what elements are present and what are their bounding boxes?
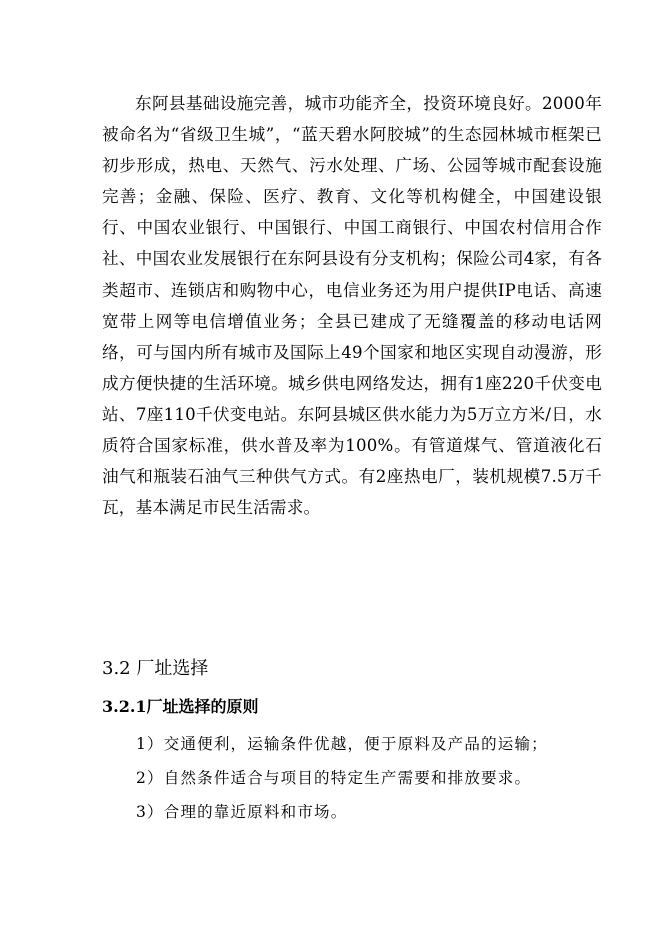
list-item: 2）自然条件适合与项目的特定生产需要和排放要求。 [136,769,532,787]
subsection-title: 3.2.1厂址选择的原则 [102,697,259,716]
list-item: 1）交通便利，运输条件优越，便于原料及产品的运输； [136,735,548,753]
list-item: 3）合理的靠近原料和市场。 [136,803,348,821]
section-title: 3.2 厂址选择 [102,658,209,679]
principles-list [136,727,548,829]
infrastructure-paragraph: 东阿县基础设施完善，城市功能齐全，投资环境良好。2000年被命名为“省级卫生城”，“蓝天碧水阿胶城”的生态园林城市框架已初步形成，热电、天然气、污水处理、广场、公园等城市配套设施完善；金融、保险、医疗、教育、文化等机构健全，中国建设银行、中国农业银行、中国银行、中国工商银行、中国农村信用合作社、中国农业发展银行在东阿县设有分支机构；保险公司4家，有各类超市、连锁店和购物中心，电信业务还为用户提供IP电话、高速宽带上网等电信增值业务；全县已建成了无缝覆盖的移动电话网络，可与国内所有城市及国际上49个国家和地区实现自动漫游，形成方便快捷的生活环境。城乡供电网络发达，拥有1座220千伏变电站、7座110千伏变电站。东阿县城区供水能力为5万立方米/日，水质符合国家标准，供水普及率为100%。有管道煤气、管道液化石油气和瓶装石油气三种供气方式。有2座热电厂，装机规模7.5万千瓦，基本满足市民生活需求。 [102,94,602,518]
